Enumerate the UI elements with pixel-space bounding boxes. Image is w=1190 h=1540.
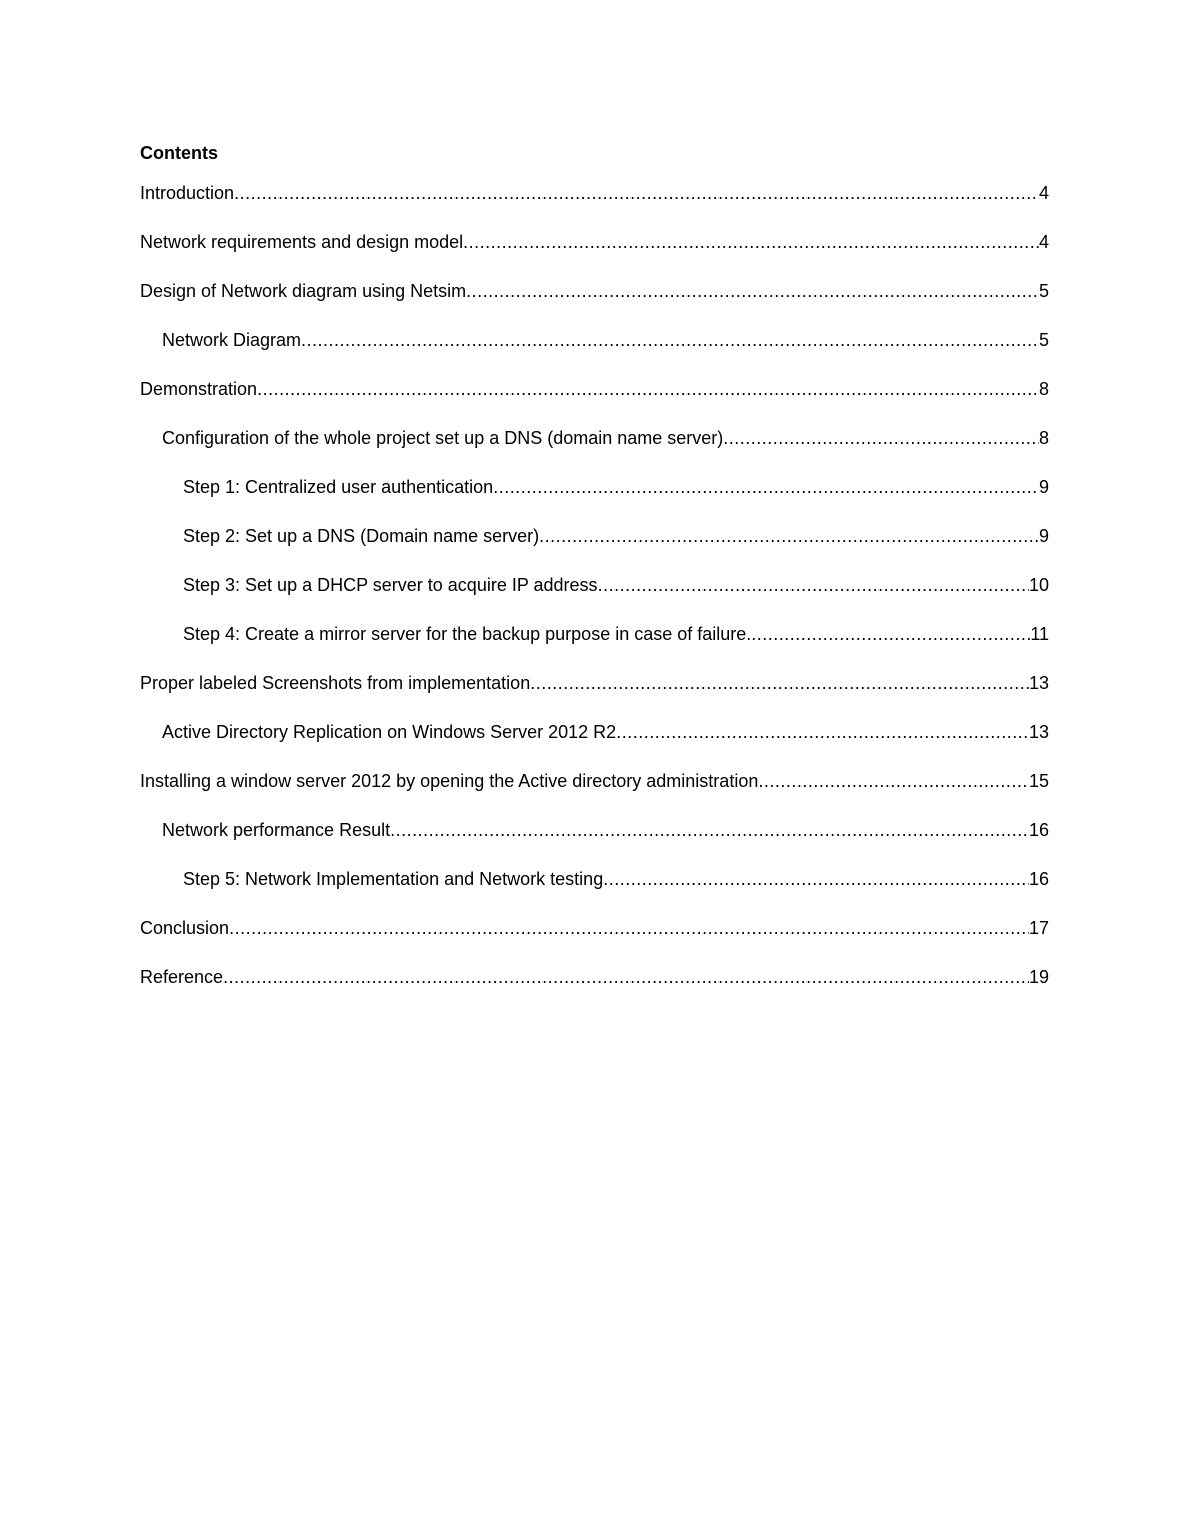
- toc-dot-leader: [301, 328, 1039, 352]
- toc-entry-title: Network Diagram: [162, 330, 302, 350]
- toc-entry-step-3[interactable]: [140, 573, 1049, 622]
- toc-entry-screenshots[interactable]: [140, 671, 1049, 720]
- toc-page-number: 9: [1038, 477, 1049, 497]
- toc-dot-leader: [463, 230, 1039, 254]
- toc-page-number: 15: [1028, 771, 1049, 791]
- toc-page-number: 8: [1038, 379, 1049, 399]
- toc-entry-title: Proper labeled Screenshots from implementation: [140, 673, 531, 693]
- toc-dot-leader: [616, 720, 1029, 744]
- toc-entry-step-1[interactable]: [140, 475, 1049, 524]
- toc-dot-leader: [466, 279, 1039, 303]
- toc-entry-reference[interactable]: [140, 965, 1049, 1014]
- toc-dot-leader: [751, 622, 1030, 646]
- toc-page-number: 13: [1028, 722, 1049, 742]
- toc-dot-leader: [758, 769, 1029, 793]
- toc-page-number: 17: [1028, 918, 1049, 938]
- toc-entry-step-2[interactable]: [140, 524, 1049, 573]
- toc-dot-leader: [493, 475, 1039, 499]
- toc-entry-title: Introduction: [140, 183, 235, 203]
- toc-page-number: 16: [1028, 820, 1049, 840]
- toc-dot-leader: [530, 671, 1029, 695]
- toc-entry-title: Step 3: Set up a DHCP server to acquire IP address: [183, 575, 598, 595]
- toc-entry-title: Step 2: Set up a DNS (Domain name server): [183, 526, 540, 546]
- toc-entry-network-requirements[interactable]: [140, 230, 1049, 279]
- toc-dot-leader: [229, 916, 1029, 940]
- toc-entry-step-5[interactable]: [140, 867, 1049, 916]
- toc-page-number: 10: [1028, 575, 1049, 595]
- toc-entry-title: Design of Network diagram using Netsim: [140, 281, 467, 301]
- toc-entry-ad-replication[interactable]: [140, 720, 1049, 769]
- toc-page-number: 11: [1030, 624, 1049, 644]
- toc-dot-leader: [723, 426, 1039, 450]
- toc-page-number: 4: [1038, 232, 1049, 252]
- toc-dot-leader: [603, 867, 1029, 891]
- toc-entry-conclusion[interactable]: [140, 916, 1049, 965]
- toc-entry-title: Network requirements and design model: [140, 232, 464, 252]
- toc-entry-title: Reference: [140, 967, 224, 987]
- toc-entry-title: Conclusion: [140, 918, 230, 938]
- toc-dot-leader: [257, 377, 1039, 401]
- toc-entry-title: Active Directory Replication on Windows Server 2012 R2: [162, 722, 617, 742]
- toc-entry-title: Step 4: Create a mirror server for the backup purpose in case of failure.: [183, 624, 752, 644]
- toc-entry-title: Step 1: Centralized user authentication: [183, 477, 494, 497]
- toc-page-number: 13: [1028, 673, 1049, 693]
- toc-page-number: 5: [1038, 281, 1049, 301]
- toc-entry-title: Step 5: Network Implementation and Network testing: [183, 869, 604, 889]
- toc-page-number: 8: [1038, 428, 1049, 448]
- toc-entry-introduction[interactable]: [140, 181, 1049, 230]
- toc-dot-leader: [223, 965, 1029, 989]
- toc-entry-step-4[interactable]: [140, 622, 1049, 671]
- table-of-contents: [140, 181, 1049, 1014]
- toc-entry-title: Network performance Result: [162, 820, 391, 840]
- toc-dot-leader: [234, 181, 1039, 205]
- toc-entry-configuration-dns[interactable]: [140, 426, 1049, 475]
- toc-heading: Contents: [140, 143, 218, 163]
- toc-entry-title: Installing a window server 2012 by opening the Active directory administration: [140, 771, 759, 791]
- toc-dot-leader: [390, 818, 1029, 842]
- toc-entry-installing-window-server[interactable]: [140, 769, 1049, 818]
- toc-page-number: 5: [1038, 330, 1049, 350]
- toc-page-number: 4: [1038, 183, 1049, 203]
- toc-entry-network-performance[interactable]: [140, 818, 1049, 867]
- toc-page-number: 16: [1028, 869, 1049, 889]
- toc-page-number: 9: [1038, 526, 1049, 546]
- toc-dot-leader: [539, 524, 1039, 548]
- toc-entry-title: Demonstration: [140, 379, 258, 399]
- toc-entry-network-diagram[interactable]: [140, 328, 1049, 377]
- toc-entry-design-network-diagram[interactable]: [140, 279, 1049, 328]
- toc-dot-leader: [598, 573, 1029, 597]
- toc-entry-demonstration[interactable]: [140, 377, 1049, 426]
- toc-entry-title: Configuration of the whole project set up a DNS (domain name server): [162, 428, 724, 448]
- toc-page-number: 19: [1028, 967, 1049, 987]
